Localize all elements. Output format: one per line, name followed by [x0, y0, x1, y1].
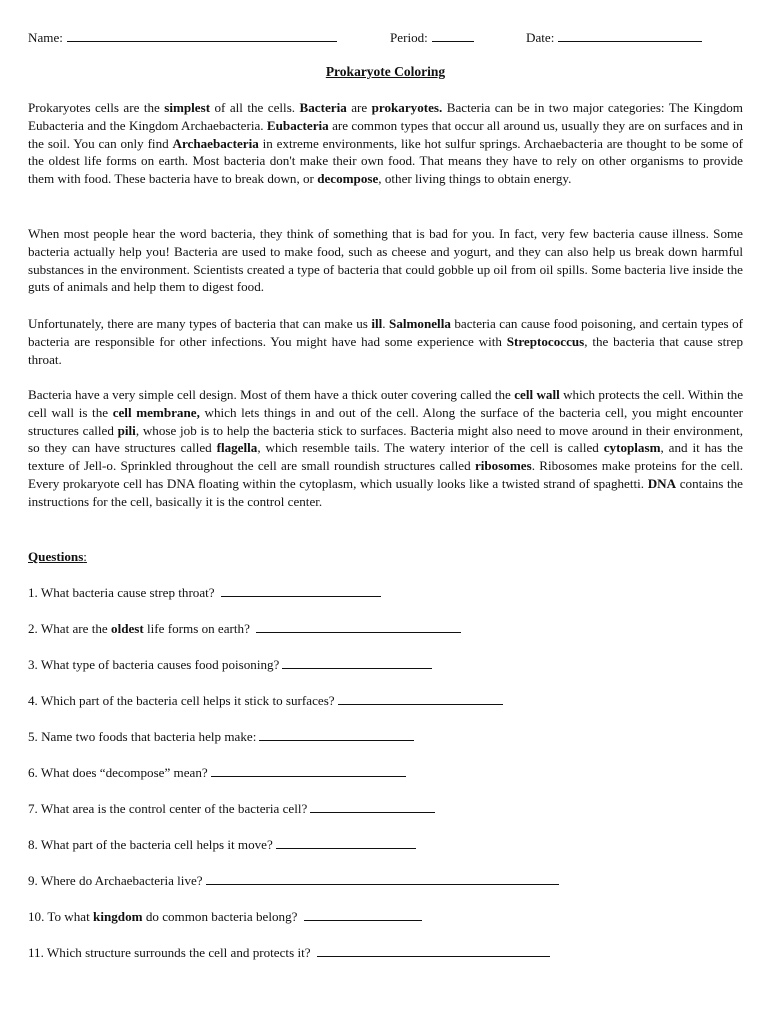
period-blank[interactable] — [432, 29, 474, 42]
paragraph-bold-term: Bacteria — [299, 100, 347, 115]
question-1 — [28, 585, 381, 601]
question-bold-term: kingdom — [93, 909, 143, 924]
paragraph-text: contains the instructions for the cell, basically it is the control center. — [28, 475, 743, 509]
paragraph-text: which protects the cell. Within the cell wall is the — [28, 387, 744, 420]
paragraph-bold-term: Eubacteria — [266, 117, 329, 133]
question-text: 3. What type of bacteria causes food poisoning? — [28, 657, 280, 672]
paragraph-text: , which resemble tails. The watery interior of the cell is called — [257, 440, 604, 456]
paragraph-text: . — [382, 316, 390, 331]
paragraph-text: . Ribosomes make proteins for the cell. Every prokaryote cell has DNA floating within the cytoplasm, which usually looks like a twisted strand of spaghetti. — [28, 458, 744, 491]
paragraph-text: which lets things in and out of the cell. Along the surface of the bacteria cell, you might encounter structures called — [28, 404, 743, 438]
answer-blank[interactable] — [310, 801, 435, 813]
paragraph-text: Bacteria have a very simple cell design. Most of them have a thick outer covering called the — [28, 387, 515, 402]
answer-blank[interactable] — [211, 765, 406, 777]
question-text: 2. What are the — [28, 621, 112, 636]
paragraph-text: When most people hear the word bacteria, they think of something that is bad for you. In fact, very few bacteria cause illness. Some bacteria actually help you! Bacteria are used to make food, such as cheese and yogurt, and they can also help us break down harmful substances in the environment. Scientists created a type of bacteria that could gobble up oil from oil spills. Some bacteria live inside the guts of animals and help them to digest food. — [28, 226, 743, 295]
paragraph-helpful-bacteria — [28, 225, 743, 296]
question-3 — [28, 657, 432, 673]
paragraph-bold-term: Streptococcus — [506, 333, 585, 349]
period-field[interactable] — [390, 29, 474, 46]
paragraph-bold-term: DNA — [647, 475, 677, 491]
paragraph-text: , other living things to obtain energy. — [378, 171, 572, 187]
header-fields — [28, 29, 743, 49]
paragraph-text: are common types that occur all around us, usually they are on surfaces and in the soil. You can only find — [28, 117, 743, 151]
questions-heading — [28, 549, 87, 565]
question-10 — [28, 909, 422, 925]
question-bold-term: oldest — [111, 621, 144, 636]
question-text: 11. Which structure surrounds the cell and protects it? — [28, 945, 314, 960]
paragraph-bold-term: pili — [117, 422, 136, 438]
paragraph-text: Prokaryotes cells are the — [28, 100, 165, 115]
answer-blank[interactable] — [256, 621, 461, 633]
paragraph-bold-term: decompose — [317, 171, 379, 187]
paragraph-harmful-bacteria — [28, 315, 743, 368]
question-text: 7. What area is the control center of the bacteria cell? — [28, 801, 308, 816]
paragraph-text: , the bacteria that cause strep throat. — [28, 333, 743, 367]
question-text: 5. Name two foods that bacteria help make: — [28, 729, 257, 744]
questions-heading-text: Questions — [28, 549, 84, 564]
paragraph-bold-term: ill — [371, 316, 383, 331]
date-field[interactable] — [526, 29, 702, 46]
name-blank[interactable] — [67, 29, 337, 42]
paragraph-bold-term: cytoplasm — [603, 440, 661, 456]
answer-blank[interactable] — [276, 837, 416, 849]
paragraph-bold-term: Archaebacteria — [172, 135, 259, 151]
question-5 — [28, 729, 414, 745]
question-text: life forms on earth? — [143, 621, 254, 636]
question-text: 1. What bacteria cause strep throat? — [28, 585, 218, 600]
paragraph-text: are — [346, 100, 372, 115]
paragraph-bold-term: simplest — [164, 100, 211, 115]
questions-heading-colon: : — [83, 549, 87, 564]
answer-blank[interactable] — [317, 945, 550, 957]
answer-blank[interactable] — [221, 585, 381, 597]
question-text: 8. What part of the bacteria cell helps it move? — [28, 837, 273, 852]
paragraph-intro — [28, 99, 743, 188]
question-11 — [28, 945, 550, 961]
date-blank[interactable] — [558, 29, 702, 42]
paragraph-text: Bacteria can be in two major categories: The Kingdom Eubacteria and the Kingdom Archaebacteria. — [28, 100, 743, 133]
answer-blank[interactable] — [259, 729, 414, 741]
answer-blank[interactable] — [338, 693, 503, 705]
name-label: Name: — [28, 30, 63, 45]
question-text: 10. To what — [28, 909, 94, 924]
question-7 — [28, 801, 435, 817]
paragraph-text: of all the cells. — [210, 100, 300, 115]
paragraph-text: , whose job is to help the bacteria stick to surfaces. Bacteria might also need to move around in their environment, so they can have structures called — [28, 422, 743, 456]
question-6 — [28, 765, 406, 781]
paragraph-text: Unfortunately, there are many types of bacteria that can make us — [28, 316, 372, 331]
paragraph-text: , and it has the texture of Jell-o. Sprinkled throughout the cell are small roundish structures called — [28, 440, 743, 474]
question-text: 9. Where do Archaebacteria live? — [28, 873, 203, 888]
paragraph-bold-term: Salmonella — [389, 316, 451, 331]
question-8 — [28, 837, 416, 853]
paragraph-text: in extreme environments, like hot sulfur springs. Archaebacteria are thought to be some of the oldest life forms on earth. Most bacteria don't make their own food. That means they have to rely on other organisms to provide them with food. These bacteria have to break down, or — [28, 135, 743, 187]
paragraph-bold-term: flagella — [216, 440, 258, 456]
period-label: Period: — [390, 30, 428, 45]
paragraph-bold-term: ribosomes — [474, 458, 532, 474]
answer-blank[interactable] — [282, 657, 432, 669]
paragraph-cell-design — [28, 386, 743, 511]
answer-blank[interactable] — [206, 873, 559, 885]
question-text: 6. What does “decompose” mean? — [28, 765, 208, 780]
paragraph-text: bacteria can cause food poisoning, and certain types of bacteria are responsible for other infections. You might have had some experience with — [28, 316, 744, 349]
paragraph-bold-term: prokaryotes. — [371, 100, 443, 115]
question-2 — [28, 621, 461, 637]
name-field[interactable] — [28, 29, 337, 46]
paragraph-bold-term: cell membrane, — [112, 404, 200, 420]
page-title: Prokaryote Coloring — [325, 64, 446, 79]
paragraph-bold-term: cell wall — [514, 387, 560, 402]
answer-blank[interactable] — [304, 909, 422, 921]
question-9 — [28, 873, 559, 889]
question-text: 4. Which part of the bacteria cell helps it stick to surfaces? — [28, 693, 335, 708]
question-text: do common bacteria belong? — [142, 909, 301, 924]
question-4 — [28, 693, 503, 709]
date-label: Date: — [526, 30, 555, 45]
